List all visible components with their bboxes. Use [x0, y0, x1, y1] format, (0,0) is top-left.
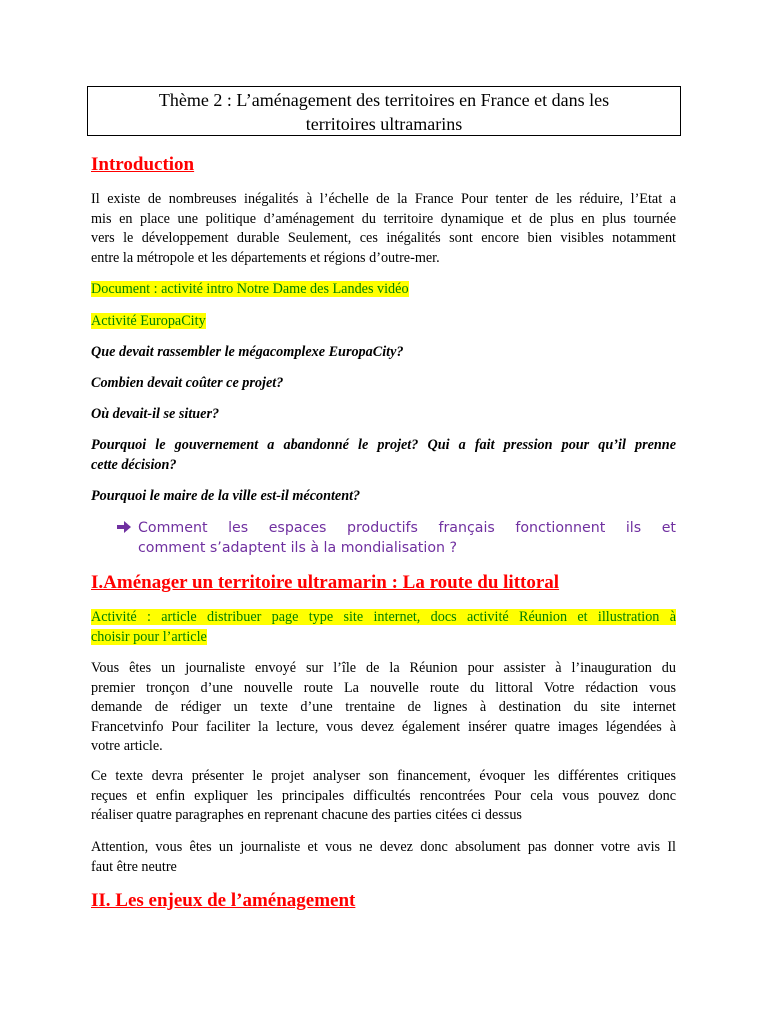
- part-2-heading: II. Les enjeux de l’aménagement: [91, 890, 356, 911]
- part-1-p1-line-4: Francetvinfo Pour faciliter la lecture, vous devez également insérer quatre images légendées à: [91, 718, 676, 735]
- part-1-p1-line-5: votre article.: [91, 738, 163, 754]
- theme-title-line-1: Thème 2 : L’aménagement des territoires en France et dans les: [158, 90, 610, 110]
- intro-line-2: mis en place une politique d’aménagement du territoire dynamique et de plus en plus tournée: [91, 210, 676, 227]
- question-2-text: Combien devait coûter ce projet?: [91, 375, 284, 391]
- part-1-p2-line-2: reçues et enfin expliquer les principales difficultés rencontrées Pour cela vous pouvez donc: [91, 787, 676, 804]
- question-5: [91, 487, 676, 507]
- intro-line-1: Il existe de nombreuses inégalités à l’échelle de la France Pour tenter de les réduire, l’Etat a: [91, 191, 676, 207]
- introduction-heading: Introduction: [91, 154, 195, 175]
- part-1-activity: [91, 608, 676, 647]
- part-1-activity-highlight-1: Activité : article distribuer page type site internet, docs activité Réunion et illustration à: [91, 609, 676, 625]
- part-1-activity-line-1: [91, 608, 676, 628]
- intro-line-3: vers le développement durable Seulement, ces inégalités sont encore bien visibles notamment: [91, 230, 676, 246]
- theme-title-line-2: territoires ultramarins: [305, 114, 463, 134]
- part-1-paragraph-3: [91, 838, 676, 877]
- document-note-highlight: Document : activité intro Notre Dame des Landes vidéo: [91, 281, 409, 297]
- part-1-p1-line-2: premier tronçon d’une nouvelle route La nouvelle route du littoral Votre rédaction vous: [91, 679, 676, 696]
- theme-title-box: [87, 86, 681, 136]
- part-1-p3-line-1: Attention, vous êtes un journaliste et vous ne devez donc absolument pas donner votre avis Il: [91, 839, 676, 855]
- part-1-p3-line-2: faut être neutre: [91, 858, 177, 875]
- question-1: [91, 343, 676, 363]
- part-1-heading: I.Aménager un territoire ultramarin : La route du littoral: [91, 572, 560, 593]
- intro-line-4: entre la métropole et les départements et régions d’outre-mer.: [91, 249, 440, 266]
- part-1-p2-line-1: Ce texte devra présenter le projet analyser son financement, évoquer les différentes critiques: [91, 768, 676, 784]
- problematic-line-1: Comment les espaces productifs français fonctionnent ils et: [138, 520, 676, 536]
- question-4-line-1: Pourquoi le gouvernement a abandonné le projet? Qui a fait pression pour qu’il prenne: [91, 437, 676, 453]
- problematic-text: [138, 518, 676, 558]
- problematic-line-2: comment s’adaptent ils à la mondialisation ?: [138, 540, 458, 556]
- part-1-paragraph-2: [91, 767, 676, 826]
- activity-europacity-highlight: Activité EuropaCity: [91, 313, 206, 329]
- question-1-text: Que devait rassembler le mégacomplexe EuropaCity?: [91, 344, 404, 360]
- part-1-activity-line-2: [91, 628, 676, 648]
- question-2: [91, 374, 676, 394]
- question-3-text: Où devait-il se situer?: [91, 406, 220, 422]
- question-5-text: Pourquoi le maire de la ville est-il mécontent?: [91, 488, 361, 504]
- right-arrow-icon: [116, 519, 132, 535]
- intro-paragraph: [91, 190, 676, 268]
- question-3: [91, 405, 676, 425]
- part-1-activity-highlight-2: choisir pour l’article: [91, 628, 207, 645]
- question-4: [91, 436, 676, 475]
- question-4-line-2: cette décision?: [91, 456, 177, 473]
- activity-europacity: [91, 312, 676, 332]
- document-note: [91, 280, 676, 300]
- part-1-p1-line-1: Vous êtes un journaliste envoyé sur l’île de la Réunion pour assister à l’inauguration du: [91, 660, 676, 676]
- part-1-paragraph-1: [91, 659, 676, 757]
- part-1-p2-line-3: réaliser quatre paragraphes en reprenant chacune des parties citées ci dessus: [91, 807, 522, 823]
- part-1-p1-line-3: demande de rédiger un texte d’une trentaine de lignes à destination du site internet: [91, 699, 676, 715]
